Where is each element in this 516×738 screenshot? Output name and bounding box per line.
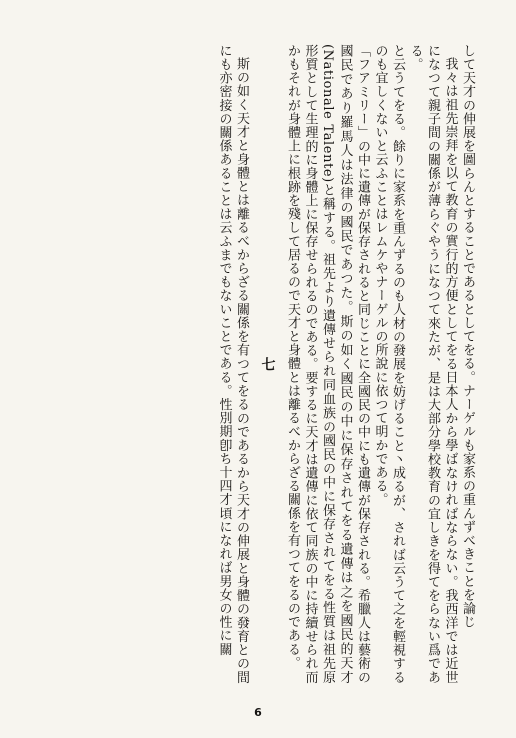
paragraph-quote-close: と云うてをる。餘りに家系を重んずるのも人材の發展を妨げること丶成るが、されば云うて之を輕視するのも宜しくないと云ふことはレムケやナーゲルの所說に依つて明かである。 <box>372 44 405 684</box>
paragraph-continued: して天才の伸展を圖らんとすることであるとしてをる。ナーゲルも家系の重んずべきことを論じ <box>460 44 475 629</box>
paragraph-quote: 我々は祖先崇拜を以て教育の實行的方便としてをる日本人から學ばなければならない。我西洋では近世になつて親子間の關係が薄らぐやうになつて來たが、是は大部分學校教育の宜しきを得てをらない爲である。 <box>407 44 458 684</box>
paragraph-body-development: 斯の如く天才と身體とは離るべからざる關係を有つてをるのであるから天才の伸展と身體の發育との間にも亦密接の關係あることは云ふまでもないことである。性別期卽ち十四才頃になれば男女の性に關 <box>216 44 249 684</box>
body-text <box>40 44 476 684</box>
paragraph-national-talent: 「フアミリー」の中に遺傳が保存されると同じことに全國民の中にも遺傳が保存される。希臘人は藝術の國民であり羅馬人は法律の國民であつた。斯の如く國民の中に保存されてをる遺傳は之を國民的天才(Nationale Talente)と稱する。祖先より遺傳せられ同血族の國民の中に保存されてをる性質は祖先原形質として生理的に身體上に保存せられるのである。要するに天才は遺傳に依て同族の中に持續せられ而かもそれが身體上に根跡を殘して居るので天才と身體とは離るべからざる關係を有つてをるのである。 <box>285 44 370 684</box>
page-number: 6 <box>254 706 262 719</box>
section-number: 七 <box>259 357 276 371</box>
